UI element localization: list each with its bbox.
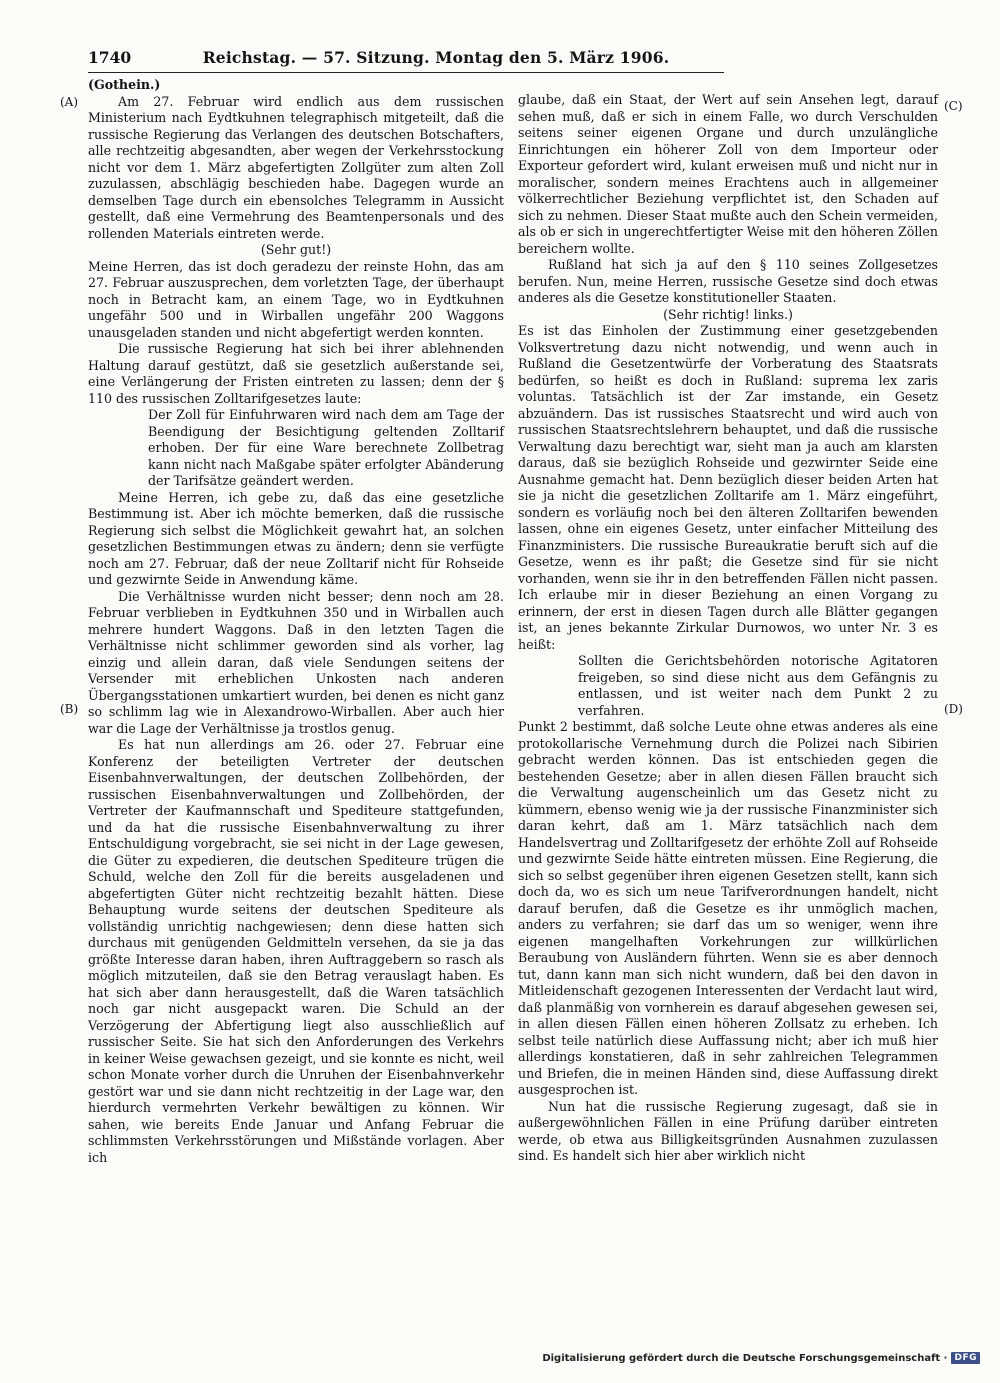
paragraph: Meine Herren, ich gebe zu, daß das eine gesetzliche Bestimmung ist. Aber ich möchte bemerken, daß die russische Regierung sich selbst die Möglichkeit gewahrt hat, an solchen gesetzlichen Bestimmungen etwas zu ändern; denn sie verfügte noch am 27. Februar, daß der neue Zolltarif nicht für Rohseide und gezwirnte Seide in Anwendung käme. — [88, 489, 504, 587]
paragraph: Meine Herren, das ist doch geradezu der reinste Hohn, das am 27. Februar auszusprechen, dem vorletzten Tage, der überhaupt noch in Betracht kam, an einem Tage, wo in Eydtkuhnen ungefähr 500 und in Wirballen ungefähr 200 Waggons unausgeladen standen und nicht abgefertigt werden konnten. — [88, 258, 504, 340]
margin-marker-a: (A) — [60, 95, 79, 109]
paragraph: Die russische Regierung hat sich bei ihrer ablehnenden Haltung darauf gestützt, daß sie gesetzlich außerstande sei, eine Verlängerung der Fristen eintreten zu lassen; denn der § 110 des russischen Zolltarifgesetzes laute: — [88, 341, 504, 406]
paragraph: Es ist das Einholen der Zustimmung einer gesetzgebenden Volksvertretung dazu nicht notwendig, und wenn auch in Rußland die Gesetzentwürfe der Vorberatung des Staatsrats bedürfen, so heißt es doch in Rußland: suprema lex zaris voluntas. Tatsächlich ist der Zar imstande, ein Gesetz abzuändern. Das ist russisches Staatsrecht und wird auch von russischen Staatsrechtslehrern behauptet, und daß die russische Verwaltung dazu berechtigt war, sieht man ja auch am klarsten daraus, daß sie bezüglich Rohseide und gezwirnter Seide eine Ausnahme gemacht hat. Denn bezüglich dieser beiden Arten hat sie ja nicht die gesetzlichen Zolltarife am 1. März eingeführt, sondern es vorläufig noch bei den älteren Zolltarifen bewenden lassen, ohne ein eigenes Gesetz, unter einfacher Mitteilung des Finanzministers. Die russische Bureaukratie beruft sich auf die Gesetze, wenn es ihr paßt; die Gesetze sind für sie nicht vorhanden, wenn sie ihr in den betreffenden Fällen nicht passen. Ich erlaube mir in dieser Beziehung an einen Vorgang zu erinnern, der erst in diesen Tagen durch alle Blätter gegangen ist, an jenes bekannte Zirkular Durnowos, wo unter Nr. 3 es heißt: — [518, 323, 938, 652]
page-title: Reichstag. — 57. Sitzung. Montag den 5. März 1906. — [202, 48, 670, 67]
margin-marker-d: (D) — [944, 702, 963, 716]
interjection: (Sehr gut!) — [260, 242, 332, 257]
paragraph: Rußland hat sich ja auf den § 110 seines Zollgesetzes berufen. Nun, meine Herren, russische Gesetze sind doch etwas anderes als die Gesetze konstitutioneller Staaten. — [518, 257, 938, 305]
header-rule — [88, 72, 724, 73]
footer-text: Digitalisierung gefördert durch die Deutsche Forschungsgemeinschaft · — [542, 1352, 948, 1364]
speaker-name: (Gothein.) — [88, 77, 161, 92]
margin-marker-c: (C) — [944, 99, 963, 113]
page-header — [88, 48, 724, 70]
paragraph: glaube, daß ein Staat, der Wert auf sein Ansehen legt, darauf sehen muß, daß er sich in einem Falle, wo durch Verschulden seitens seiner eigenen Organe und durch unzulängliche Einrichtungen ein höherer Zoll von dem Importeur oder Exporteur gefordert wird, kulant erweisen muß und nicht nur in moralischer, sondern meines Erachtens auch in allgemeiner völkerrechtlicher Beziehung verpflichtet ist, den Schaden auf sich zu nehmen. Dieser Staat mußte auch den Schein vermeiden, als ob er sich in ungerechtfertigter Weise mit den höheren Zöllen bereichern wollte. — [518, 92, 938, 256]
interjection: (Sehr richtig! links.) — [663, 306, 793, 322]
digitization-footer — [542, 1352, 980, 1364]
paragraph: Punkt 2 bestimmt, daß solche Leute ohne etwas anderes als eine protokollarische Vernehmung durch die Polizei nach Sibirien gebracht werden können. Das ist entschieden gegen die bestehenden Gesetze; aber in allen diesen Fällen braucht sich die Verwaltung augenscheinlich um das Gesetz nicht zu kümmern, ebenso wenig wie ja der russische Finanzminister sich daran kehrt, daß am 1. März tatsächlich nach dem Handelsvertrag und Zolltarifgesetz der erhöhte Zoll auf Rohseide und gezwirnte Seide hätte eintreten müssen. Eine Regierung, die sich so selbst gegenüber ihren eigenen Gesetzen stellt, kann sich doch da, wo es sich um neue Tarifverordnungen handelt, nicht darauf berufen, daß die Gesetze es ihr unmöglich machen, anders zu verfahren; sie darf das um so weniger, wenn ihre eigenen mangelhaften Vorkehrungen zur willkürlichen Beraubung von Ausländern führten. Wenn sie es aber dennoch tut, dann kann man sich nicht wundern, daß bei den davon in Mitleidenschaft gezogenen Interessenten der Verdacht laut wird, daß planmäßig von vornherein es darauf abgesehen gewesen sei, in allen diesen Fällen einen höheren Zollsatz zu erheben. Ich selbst teile natürlich diese Auffassung nicht; aber ich muß hier allerdings konstatieren, daß in sehr zahlreichen Telegrammen und Briefen, die in meinen Händen sind, diese Auffassung direkt ausgesprochen ist. — [518, 719, 938, 1097]
page-number: 1740 — [88, 48, 132, 67]
paragraph: Es hat nun allerdings am 26. oder 27. Februar eine Konferenz der beteiligten Vertreter der deutschen Eisenbahnverwaltungen, der deutschen Zollbehörden, der russischen Eisenbahnverwaltungen und Zollbehörden, der Vertreter der Kaufmannschaft und Spediteure stattgefunden, und da hat die russische Eisenbahnverwaltung zu ihrer Entschuldigung vorgebracht, sie sei nicht in der Lage gewesen, die Güter zu expedieren, die deutschen Spediteure trügen die Schuld, welche den Zoll für die bereits ausgeladenen und abgefertigten Güter nicht rechtzeitig bezahlt hätten. Diese Behauptung wurde seitens der deutschen Spediteure als vollständig unrichtig nachgewiesen; denn diese hatten sich durchaus mit genügenden Geldmitteln versehen, da sie ja das größte Interesse daran haben, ihren Auftraggebern so rasch als möglich mitzuteilen, daß sie den Betrag verauslagt haben. Es hat sich aber dann herausgestellt, daß die Waren tatsächlich noch gar nicht ausgepackt waren. Die Schuld an der Verzögerung der Abfertigung liegt also ausschließlich auf russischer Seite. Sie hat sich den Anforderungen des Verkehrs in keiner Weise gewachsen gezeigt, und sie konnte es nicht, weil schon Monate vorher durch die Unruhen der Eisenbahnverkehr gestört war und sie dann nicht rechtzeitig in der Lage war, den hierdurch vermehrten Verkehr bewältigen zu können. Wir sahen, wie bereits Ende Januar und Anfang Februar die schlimmsten Verkehrsstörungen und Mißstände vorlagen. Aber ich — [88, 737, 504, 1165]
block-quote: Der Zoll für Einfuhrwaren wird nach dem am Tage der Beendigung der Besichtigung geltenden Zolltarif erhoben. Der für eine Ware berechnete Zollbetrag kann nicht nach Maßgabe später erfolgter Abänderung der Tarifsätze geändert werden. — [148, 407, 504, 488]
paragraph: Nun hat die russische Regierung zugesagt, daß sie in außergewöhnlichen Fällen in eine Prüfung darüber eintreten werde, ob etwa aus Billigkeitsgründen Ausnahmen zuzulassen sind. Es handelt sich hier aber wirklich nicht — [518, 1098, 938, 1163]
left-column — [88, 77, 504, 1166]
right-column — [518, 92, 938, 1165]
block-quote: Sollten die Gerichtsbehörden notorische Agitatoren freigeben, so sind diese nicht aus dem Gefängnis zu entlassen, und ist weiter nach dem Punkt 2 zu verfahren. — [578, 653, 938, 718]
paragraph: Die Verhältnisse wurden nicht besser; denn noch am 28. Februar verblieben in Eydtkuhnen 350 und in Wirballen auch mehrere hundert Waggons. Daß in den letzten Tagen die Verhältnisse nicht schlimmer geworden sind als vorher, lag einzig und allein daran, daß viele Sendungen seitens der Versender mit erheblichen Unkosten nach anderen Übergangsstationen umkartiert wurden, bei denen es nicht ganz so schlimm lag wie in Alexandrowo-Wirballen. Aber auch hier war die Lage der Verhältnisse ja trostlos genug. — [88, 588, 504, 736]
dfg-logo: DFG — [951, 1352, 980, 1364]
margin-marker-b: (B) — [60, 702, 79, 716]
paragraph: Am 27. Februar wird endlich aus dem russischen Ministerium nach Eydtkuhnen telegraphisch mitgeteilt, daß die russische Regierung das Verlangen des deutschen Botschafters, alle rechtzeitig abgesandten, aber wegen der Verkehrsstockung nicht vor dem 1. März abgefertigten Zollgüter zum alten Zoll zuzulassen, abschlägig beschieden habe. Dagegen wurde an demselben Tage durch ein ebensolches Telegramm in Aussicht gestellt, daß eine Vermehrung des Beamtenpersonals und des rollenden Materials eintreten werde. — [88, 93, 504, 241]
